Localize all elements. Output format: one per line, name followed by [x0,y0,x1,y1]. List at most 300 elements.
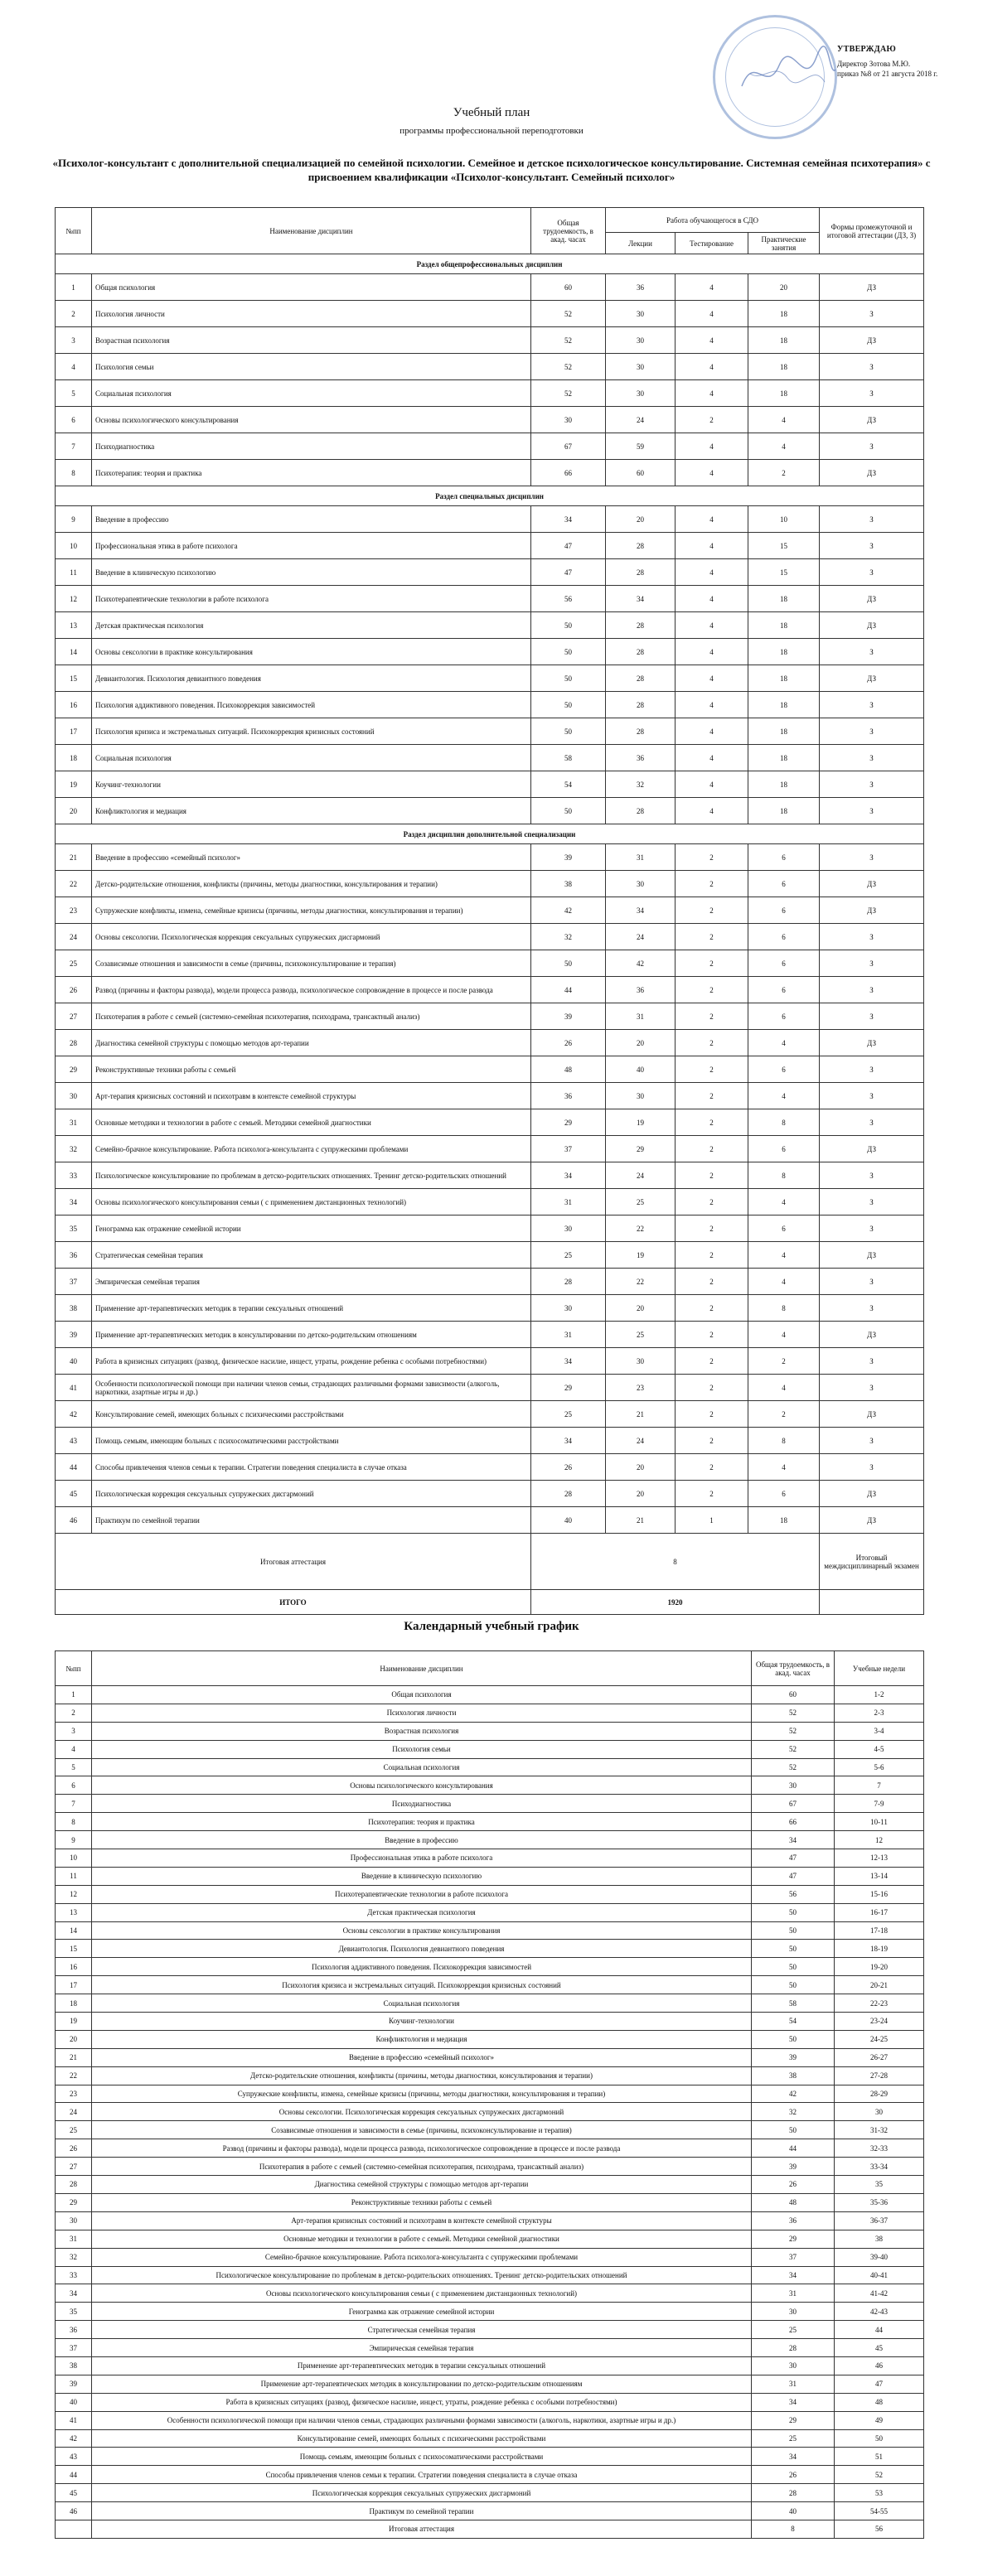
hours-cell: 50 [531,612,606,639]
weeks-cell: 51 [835,2448,924,2466]
practice-cell: 2 [748,1348,820,1375]
practice-cell: 15 [748,559,820,586]
form-cell: З [820,1083,924,1109]
hours-cell: 29 [752,2411,835,2429]
row-number: 34 [56,1189,92,1216]
practice-cell: 6 [748,977,820,1003]
table-row [56,2121,924,2139]
lectures-cell: 25 [606,1322,676,1348]
practice-cell: 2 [748,460,820,486]
form-cell: З [820,1348,924,1375]
testing-cell: 2 [676,1189,748,1216]
table-row [56,692,924,718]
row-number: 9 [56,1831,92,1849]
weeks-cell: 53 [835,2484,924,2502]
weeks-cell: 18-19 [835,1940,924,1958]
row-number: 1 [56,274,92,301]
discipline-name: Развод (причины и факторы развода), модели процесса развода, психологическое сопровождение в процессе и после развода [92,977,531,1003]
discipline-name: Основы психологического консультирования [92,407,531,433]
discipline-name: Основы психологического консультирования [92,1776,752,1795]
testing-cell: 2 [676,1030,748,1056]
weeks-cell: 56 [835,2520,924,2538]
lectures-cell: 28 [606,533,676,559]
table-row [56,1740,924,1758]
row-number: 10 [56,533,92,559]
table-row [56,1375,924,1401]
row-number: 13 [56,1903,92,1921]
lectures-cell: 28 [606,665,676,692]
form-cell: ДЗ [820,1401,924,1428]
lectures-cell: 30 [606,1348,676,1375]
hours-cell: 34 [531,1428,606,1454]
testing-cell: 2 [676,1056,748,1083]
form-cell: ДЗ [820,665,924,692]
row-number: 16 [56,692,92,718]
practice-cell: 8 [748,1109,820,1136]
lectures-cell: 21 [606,1401,676,1428]
discipline-name: Диагностика семейной структуры с помощью методов арт-терапии [92,1030,531,1056]
testing-cell: 2 [676,1136,748,1162]
form-cell: З [820,1375,924,1401]
form-cell: ДЗ [820,1242,924,1269]
discipline-name: Созависимые отношения и зависимости в семье (причины, психоконсультирование и терапия) [92,950,531,977]
discipline-name: Особенности психологической помощи при наличии членов семьи, страдающих различными формами зависимости (алкоголь, наркотики, азартные игры и др.) [92,2411,752,2429]
hours-cell: 36 [531,1083,606,1109]
row-number: 12 [56,1885,92,1903]
practice-cell: 2 [748,1401,820,1428]
table-row [56,1109,924,1136]
table-row [56,2502,924,2520]
table-row [56,2103,924,2121]
row-number: 13 [56,612,92,639]
testing-cell: 2 [676,1454,748,1481]
hours-cell: 56 [531,586,606,612]
table-row [56,1295,924,1322]
weeks-cell: 31-32 [835,2121,924,2139]
discipline-name: Развод (причины и факторы развода), модели процесса развода, психологическое сопровождение в процессе и после развода [92,2139,752,2158]
form-cell: З [820,433,924,460]
hours-cell: 50 [531,692,606,718]
row-number: 43 [56,1428,92,1454]
hours-cell: 52 [531,327,606,354]
testing-cell: 2 [676,871,748,897]
testing-cell: 4 [676,460,748,486]
form-cell: ДЗ [820,612,924,639]
testing-cell: 4 [676,586,748,612]
table-row [56,2321,924,2339]
discipline-name: Применение арт-терапевтических методик в консультировании по детско-родительским отношениям [92,1322,531,1348]
hours-cell: 31 [752,2375,835,2393]
lectures-cell: 22 [606,1269,676,1295]
table-row [56,2211,924,2230]
discipline-name: Способы привлечения членов семьи к терапии. Стратегии поведения специалиста в случае отказа [92,2466,752,2484]
practice-cell: 18 [748,798,820,824]
discipline-name: Введение в профессию [92,1831,752,1849]
testing-cell: 2 [676,977,748,1003]
discipline-name: Социальная психология [92,380,531,407]
lectures-cell: 24 [606,1428,676,1454]
form-cell: З [820,506,924,533]
weeks-cell: 26-27 [835,2048,924,2066]
discipline-name: Применение арт-терапевтических методик в терапии сексуальных отношений [92,1295,531,1322]
discipline-name: Практикум по семейной терапии [92,2502,752,2520]
hours-cell: 38 [531,871,606,897]
hours-cell: 8 [752,2520,835,2538]
discipline-name: Психотерапия в работе с семьей (системно-семейная психотерапия, психодрама, трансактный анализ) [92,1003,531,1030]
hours-cell: 50 [752,2030,835,2048]
row-number: 30 [56,1083,92,1109]
discipline-name: Психология личности [92,301,531,327]
lectures-cell: 28 [606,612,676,639]
row-number: 11 [56,1867,92,1885]
weeks-cell: 1-2 [835,1686,924,1704]
lectures-cell: 40 [606,1056,676,1083]
hours-cell: 40 [531,1507,606,1534]
form-cell: З [820,977,924,1003]
table-row [56,1030,924,1056]
hours-cell: 50 [531,718,606,745]
discipline-name: Психология аддиктивного поведения. Психокоррекция зависимостей [92,692,531,718]
hours-cell: 26 [752,2176,835,2194]
row-number: 45 [56,1481,92,1507]
discipline-name: Психологическое консультирование по проблемам в детско-родительских отношениях. Тренинг детско-родительских отношений [92,2266,752,2284]
lectures-cell: 23 [606,1375,676,1401]
table-row [56,897,924,924]
table-row [56,1507,924,1534]
col-num-header: №пп [56,208,92,254]
row-number: 19 [56,2013,92,2031]
weeks-cell: 20-21 [835,1976,924,1994]
testing-cell: 4 [676,533,748,559]
discipline-name: Способы привлечения членов семьи к терапии. Стратегии поведения специалиста в случае отказа [92,1454,531,1481]
hours-cell: 30 [531,1216,606,1242]
discipline-name: Психологическое консультирование по проблемам в детско-родительских отношениях. Тренинг детско-родительских отношений [92,1162,531,1189]
hours-cell: 25 [752,2321,835,2339]
discipline-name: Реконструктивные техники работы с семьей [92,1056,531,1083]
row-number: 3 [56,1722,92,1740]
total-row [56,1590,924,1615]
row-number: 35 [56,1216,92,1242]
discipline-name: Психодиагностика [92,1795,752,1813]
hours-cell: 25 [752,2429,835,2448]
table-row [56,1976,924,1994]
lectures-cell: 59 [606,433,676,460]
row-number: 43 [56,2448,92,2466]
lectures-cell: 28 [606,798,676,824]
lectures-cell: 21 [606,1507,676,1534]
discipline-name: Основы психологического консультирования семьи ( с применением дистанционных технологий) [92,2284,752,2303]
discipline-name: Применение арт-терапевтических методик в консультировании по детско-родительским отношениям [92,2375,752,2393]
row-number: 42 [56,1401,92,1428]
hours-cell: 50 [752,1903,835,1921]
table-row [56,2375,924,2393]
lectures-cell: 20 [606,506,676,533]
testing-cell: 4 [676,380,748,407]
hours-cell: 38 [752,2066,835,2085]
hours-cell: 30 [752,2303,835,2321]
discipline-name: Супружеские конфликты, измена, семейные кризисы (причины, методы диагностики, консультирования и терапии) [92,2085,752,2103]
row-number: 17 [56,1976,92,1994]
section-header-row [56,486,924,506]
lectures-cell: 30 [606,354,676,380]
testing-cell: 2 [676,950,748,977]
discipline-name: Итоговая аттестация [92,2520,752,2538]
calendar-table [55,1650,924,2539]
practice-cell: 4 [748,1030,820,1056]
row-number: 40 [56,2393,92,2411]
discipline-name: Введение в клиническую психологию [92,1867,752,1885]
form-cell: З [820,1216,924,1242]
discipline-name: Девиантология. Психология девиантного поведения [92,1940,752,1958]
discipline-name: Основы психологического консультирования семьи ( с применением дистанционных технологий) [92,1189,531,1216]
table-row [56,718,924,745]
form-cell: З [820,1428,924,1454]
discipline-name: Эмпирическая семейная терапия [92,1269,531,1295]
table-row [56,771,924,798]
hours-cell: 31 [752,2284,835,2303]
discipline-name: Основные методики и технологии в работе с семьей. Методики семейной диагностики [92,2230,752,2248]
table-row [56,2339,924,2357]
weeks-cell: 5-6 [835,1758,924,1776]
hours-cell: 34 [752,2448,835,2466]
hours-cell: 52 [752,1704,835,1722]
hours-cell: 50 [752,2121,835,2139]
lectures-cell: 36 [606,745,676,771]
row-number: 29 [56,2193,92,2211]
row-number: 6 [56,1776,92,1795]
weeks-cell: 44 [835,2321,924,2339]
hours-cell: 29 [752,2230,835,2248]
cal-col-weeks-header: Учебные недели [835,1651,924,1686]
weeks-cell: 24-25 [835,2030,924,2048]
table-row [56,1795,924,1813]
discipline-name: Введение в профессию «семейный психолог» [92,2048,752,2066]
weeks-cell: 4-5 [835,1740,924,1758]
form-cell: ДЗ [820,871,924,897]
total-empty-cell [820,1590,924,1615]
hours-cell: 47 [752,1849,835,1868]
weeks-cell: 7-9 [835,1795,924,1813]
lectures-cell: 28 [606,639,676,665]
row-number: 41 [56,1375,92,1401]
calendar-body [56,1686,924,2539]
discipline-name: Социальная психология [92,1994,752,2013]
weeks-cell: 41-42 [835,2284,924,2303]
hours-cell: 60 [531,274,606,301]
weeks-cell: 28-29 [835,2085,924,2103]
hours-cell: 66 [531,460,606,486]
form-cell: З [820,950,924,977]
discipline-name: Основные методики и технологии в работе с семьей. Методики семейной диагностики [92,1109,531,1136]
hours-cell: 37 [752,2248,835,2266]
hours-cell: 29 [531,1375,606,1401]
discipline-name: Психология аддиктивного поведения. Психокоррекция зависимостей [92,1958,752,1976]
weeks-cell: 50 [835,2429,924,2448]
row-number: 44 [56,1454,92,1481]
discipline-name: Помощь семьям, имеющим больных с психосоматическими расстройствами [92,1428,531,1454]
form-cell: З [820,639,924,665]
weeks-cell: 10-11 [835,1813,924,1831]
discipline-name: Социальная психология [92,1758,752,1776]
table-row [56,2284,924,2303]
table-row [56,2085,924,2103]
table-row [56,2429,924,2448]
practice-cell: 18 [748,327,820,354]
calendar-title: Календарный учебный график [404,1620,579,1633]
final-attestation-form: Итоговый междисциплинарный экзамен [820,1534,924,1590]
lectures-cell: 28 [606,692,676,718]
discipline-name: Психотерапевтические технологии в работе психолога [92,586,531,612]
table-row [56,1813,924,1831]
form-cell: З [820,1162,924,1189]
practice-cell: 18 [748,771,820,798]
table-row [56,354,924,380]
hours-cell: 50 [531,639,606,665]
section-title: Раздел общепрофессиональных дисциплин [56,254,924,274]
row-number: 44 [56,2466,92,2484]
form-cell: ДЗ [820,407,924,433]
lectures-cell: 31 [606,844,676,871]
table-row [56,2466,924,2484]
row-number: 7 [56,1795,92,1813]
hours-cell: 36 [752,2211,835,2230]
table-row [56,1136,924,1162]
signature-icon [738,45,837,103]
row-number: 36 [56,2321,92,2339]
discipline-name: Возрастная психология [92,327,531,354]
weeks-cell: 32-33 [835,2139,924,2158]
table-row [56,2356,924,2375]
lectures-cell: 20 [606,1030,676,1056]
section-header-row [56,824,924,844]
weeks-cell: 15-16 [835,1885,924,1903]
hours-cell: 37 [531,1136,606,1162]
row-number: 15 [56,665,92,692]
discipline-name: Стратегическая семейная терапия [92,2321,752,2339]
hours-cell: 52 [752,1722,835,1740]
weeks-cell: 12 [835,1831,924,1849]
hours-cell: 52 [531,354,606,380]
weeks-cell: 39-40 [835,2248,924,2266]
approval-title: УТВЕРЖДАЮ [837,45,897,54]
table-row [56,433,924,460]
table-row [56,1885,924,1903]
lectures-cell: 31 [606,1003,676,1030]
cal-col-hours-header: Общая трудоемкость, в акад. часах [752,1651,835,1686]
row-number: 2 [56,301,92,327]
discipline-name: Психодиагностика [92,433,531,460]
hours-cell: 42 [752,2085,835,2103]
testing-cell: 4 [676,612,748,639]
col-lectures-header: Лекции [606,233,676,254]
row-number: 14 [56,639,92,665]
lectures-cell: 36 [606,274,676,301]
discipline-name: Работа в кризисных ситуациях (развод, физическое насилие, инцест, утраты, рождение ребенка с особыми потребностями) [92,2393,752,2411]
discipline-name: Психология кризиса и экстремальных ситуаций. Психокоррекция кризисных состояний [92,718,531,745]
row-number: 36 [56,1242,92,1269]
practice-cell: 18 [748,639,820,665]
table-row [56,665,924,692]
table-row [56,1083,924,1109]
row-number: 26 [56,977,92,1003]
testing-cell: 4 [676,639,748,665]
row-number: 18 [56,1994,92,2013]
practice-cell: 18 [748,692,820,718]
hours-cell: 50 [752,1976,835,1994]
form-cell: З [820,1295,924,1322]
discipline-name: Детско-родительские отношения, конфликты (причины, методы диагностики, консультирования и терапии) [92,2066,752,2085]
col-testing-header: Тестирование [676,233,748,254]
hours-cell: 52 [531,380,606,407]
practice-cell: 4 [748,1189,820,1216]
discipline-name: Психотерапевтические технологии в работе психолога [92,1885,752,1903]
testing-cell: 4 [676,327,748,354]
table-row [56,612,924,639]
row-number: 38 [56,2356,92,2375]
hours-cell: 56 [752,1885,835,1903]
discipline-name: Семейно-брачное консультирование. Работа психолога-консультанта с супружескими проблемами [92,1136,531,1162]
row-number: 30 [56,2211,92,2230]
table-row [56,871,924,897]
row-number: 12 [56,586,92,612]
discipline-name: Помощь семьям, имеющим больных с психосоматическими расстройствами [92,2448,752,2466]
form-cell: З [820,380,924,407]
discipline-name: Детская практическая психология [92,1903,752,1921]
practice-cell: 6 [748,897,820,924]
table-row [56,1162,924,1189]
discipline-name: Консультирование семей, имеющих больных с психическими расстройствами [92,2429,752,2448]
row-number: 21 [56,844,92,871]
practice-cell: 6 [748,871,820,897]
cal-col-num-header: №пп [56,1651,92,1686]
discipline-name: Введение в клиническую психологию [92,559,531,586]
form-cell: З [820,301,924,327]
row-number: 22 [56,2066,92,2085]
testing-cell: 4 [676,771,748,798]
hours-cell: 42 [531,897,606,924]
table-row [56,2266,924,2284]
hours-cell: 31 [531,1189,606,1216]
practice-cell: 4 [748,1269,820,1295]
discipline-name: Основы сексологии в практике консультирования [92,1921,752,1940]
table-row [56,2139,924,2158]
table-row [56,301,924,327]
total-label: ИТОГО [56,1590,531,1615]
table-row [56,745,924,771]
row-number: 22 [56,871,92,897]
practice-cell: 6 [748,1481,820,1507]
hours-cell: 47 [531,559,606,586]
form-cell: З [820,844,924,871]
form-cell: З [820,1003,924,1030]
row-number: 38 [56,1295,92,1322]
weeks-cell: 2-3 [835,1704,924,1722]
table-row [56,1216,924,1242]
col-name-header: Наименование дисциплин [92,208,531,254]
form-cell: ДЗ [820,586,924,612]
row-number: 16 [56,1958,92,1976]
lectures-cell: 60 [606,460,676,486]
row-number: 28 [56,2176,92,2194]
table-row [56,327,924,354]
row-number: 26 [56,2139,92,2158]
form-cell: З [820,559,924,586]
section-title: Раздел дисциплин дополнительной специализации [56,824,924,844]
practice-cell: 8 [748,1295,820,1322]
hours-cell: 26 [531,1454,606,1481]
row-number: 4 [56,1740,92,1758]
col-forms-header: Формы промежуточной и итоговой аттестации (ДЗ, З) [820,208,924,254]
